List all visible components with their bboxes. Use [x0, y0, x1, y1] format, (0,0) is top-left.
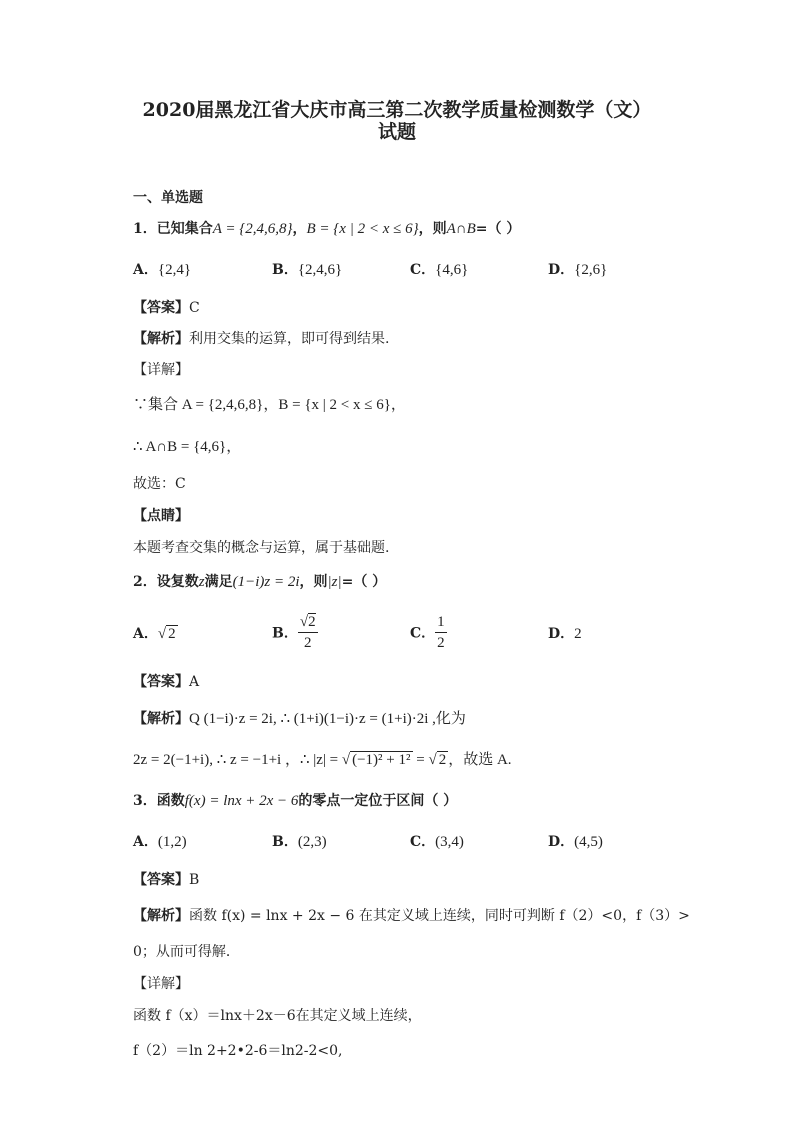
- option-label: B．: [272, 834, 298, 850]
- option-value: (4,5): [574, 834, 603, 850]
- option-d: [548, 623, 582, 643]
- option-a: [133, 259, 191, 279]
- comment-text: 本题考查交集的概念与运算，属于基础题.: [133, 540, 390, 556]
- stem-text: 满足: [204, 574, 233, 590]
- option-label: B．: [272, 625, 298, 642]
- option-value: {2,4,6}: [297, 262, 343, 278]
- question-number: 1．: [133, 221, 157, 237]
- option-a: [133, 831, 187, 851]
- question-3-stem: [133, 790, 457, 810]
- radicand: 2: [308, 614, 316, 630]
- option-label: A．: [133, 626, 158, 642]
- option-a: [133, 623, 178, 643]
- option-label: C．: [410, 625, 436, 642]
- analysis-text: Q (1−i)·z = 2i, ∴ (1+i)(1−i)·z = (1+i)·2i ,化为: [189, 711, 466, 727]
- detail-line-2: ∴ A∩B = {4,6}，: [133, 439, 242, 455]
- equation: (1−i)z = 2i: [232, 574, 300, 590]
- option-c: [410, 831, 464, 851]
- stem-text: ，则: [418, 221, 447, 237]
- answer-value: A: [189, 674, 200, 690]
- intersection-expr: A∩B: [446, 221, 476, 237]
- stem-text: ，: [292, 221, 307, 237]
- option-value: {4,6}: [435, 262, 469, 278]
- answer-tag: 【答案】: [133, 872, 189, 888]
- question-number: 3．: [133, 793, 157, 809]
- detail-line-2: f（2）＝ln 2+2•2-6＝ln2-2<0,: [133, 1043, 343, 1059]
- option-value: (3,4): [435, 834, 464, 850]
- stem-text: =（ ）: [341, 574, 387, 590]
- answer-value: B: [189, 872, 200, 888]
- analysis-line: [133, 328, 389, 348]
- option-label: B．: [272, 262, 298, 278]
- option-label: D．: [548, 834, 575, 850]
- option-value: {2,4}: [157, 262, 192, 278]
- option-c: [410, 259, 468, 279]
- option-value: {2,6}: [574, 262, 608, 278]
- analysis-tag: 【解析】: [133, 711, 189, 727]
- answer-tag: 【答案】: [133, 300, 189, 316]
- option-value: 2: [574, 626, 582, 642]
- fraction: [435, 612, 447, 653]
- document-title-line1: 2020届黑龙江省大庆市高三第二次教学质量检测数学（文）: [142, 99, 652, 121]
- detail-line-3: 故选：C: [133, 476, 186, 492]
- set-b: B = {x | 2 < x ≤ 6}: [306, 221, 419, 237]
- question-2-stem: [133, 571, 386, 591]
- analysis-line-2: 0；从而可得解．: [133, 944, 240, 960]
- var-z: z: [198, 574, 205, 590]
- sqrt-expr: √ 2: [428, 752, 447, 768]
- option-label: C．: [410, 262, 436, 278]
- radicand: (−1)² + 1²: [352, 752, 411, 768]
- set-a: A = {2,4,6,8}: [212, 221, 293, 237]
- analysis-line-1: [133, 905, 690, 925]
- option-label: C．: [410, 834, 436, 850]
- denominator: 2: [437, 635, 445, 651]
- detail-line-1: ∵集合 A = {2,4,6,8}，B = {x | 2 < x ≤ 6}，: [133, 397, 406, 413]
- document-title-line2: 试题: [377, 121, 416, 143]
- fraction: [298, 612, 318, 653]
- option-b: [272, 831, 327, 851]
- option-label: D．: [548, 262, 575, 278]
- option-b: [272, 259, 342, 279]
- abs-z: |z|: [327, 574, 342, 590]
- option-value: (1,2): [157, 834, 187, 850]
- function-expr: f(x) = lnx + 2x − 6: [184, 793, 299, 809]
- question-1-stem: [133, 218, 520, 238]
- analysis-tag: 【解析】: [133, 908, 189, 924]
- detail-tag: 【详解】: [133, 976, 189, 992]
- sqrt-expr: √ 2: [157, 626, 176, 642]
- numerator: 1: [435, 612, 447, 633]
- section-heading: 一、单选题: [133, 190, 203, 206]
- sqrt-expr: √ (−1)² + 1²: [341, 752, 411, 768]
- radicand: 2: [438, 752, 447, 768]
- analysis-text: =: [412, 752, 429, 768]
- analysis-line-2: [133, 748, 512, 769]
- stem-text: ，则: [299, 574, 328, 590]
- option-label: D．: [548, 626, 575, 642]
- detail-tag: 【详解】: [133, 362, 189, 378]
- stem-text: 的零点一定位于区间（ ）: [298, 793, 458, 809]
- answer-value: C: [189, 300, 200, 316]
- option-value: (2,3): [297, 834, 327, 850]
- stem-text: 已知集合: [156, 221, 213, 237]
- analysis-text: 函数 f(x) = lnx + 2x − 6 在其定义域上连续，同时可判断 f（2）<0，f（3）>: [189, 908, 690, 924]
- numerator: √2: [298, 612, 318, 633]
- option-d: [548, 831, 603, 851]
- answer-line: [133, 671, 199, 691]
- option-d: [548, 259, 607, 279]
- answer-line: [133, 297, 200, 317]
- answer-line: [133, 869, 199, 889]
- analysis-text: ，故选 A.: [448, 752, 512, 768]
- analysis-text: 利用交集的运算，即可得到结果.: [189, 331, 390, 347]
- analysis-line-1: [133, 707, 466, 728]
- stem-text: =（ ）: [475, 221, 521, 237]
- radicand: 2: [168, 626, 176, 642]
- option-label: A．: [133, 262, 158, 278]
- option-b: [272, 612, 318, 653]
- option-label: A．: [133, 834, 158, 850]
- option-c: [410, 612, 447, 653]
- analysis-tag: 【解析】: [133, 331, 189, 347]
- detail-line-1: 函数 f（x）＝lnx＋2x－6在其定义域上连续，: [133, 1008, 422, 1024]
- stem-text: 设复数: [156, 574, 199, 590]
- stem-text: 函数: [156, 793, 185, 809]
- comment-tag: 【点睛】: [133, 508, 189, 524]
- analysis-text: 2z = 2(−1+i), ∴ z = −1+i ，∴ |z| =: [133, 752, 342, 768]
- answer-tag: 【答案】: [133, 674, 189, 690]
- question-number: 2．: [133, 574, 157, 590]
- denominator: 2: [303, 635, 312, 651]
